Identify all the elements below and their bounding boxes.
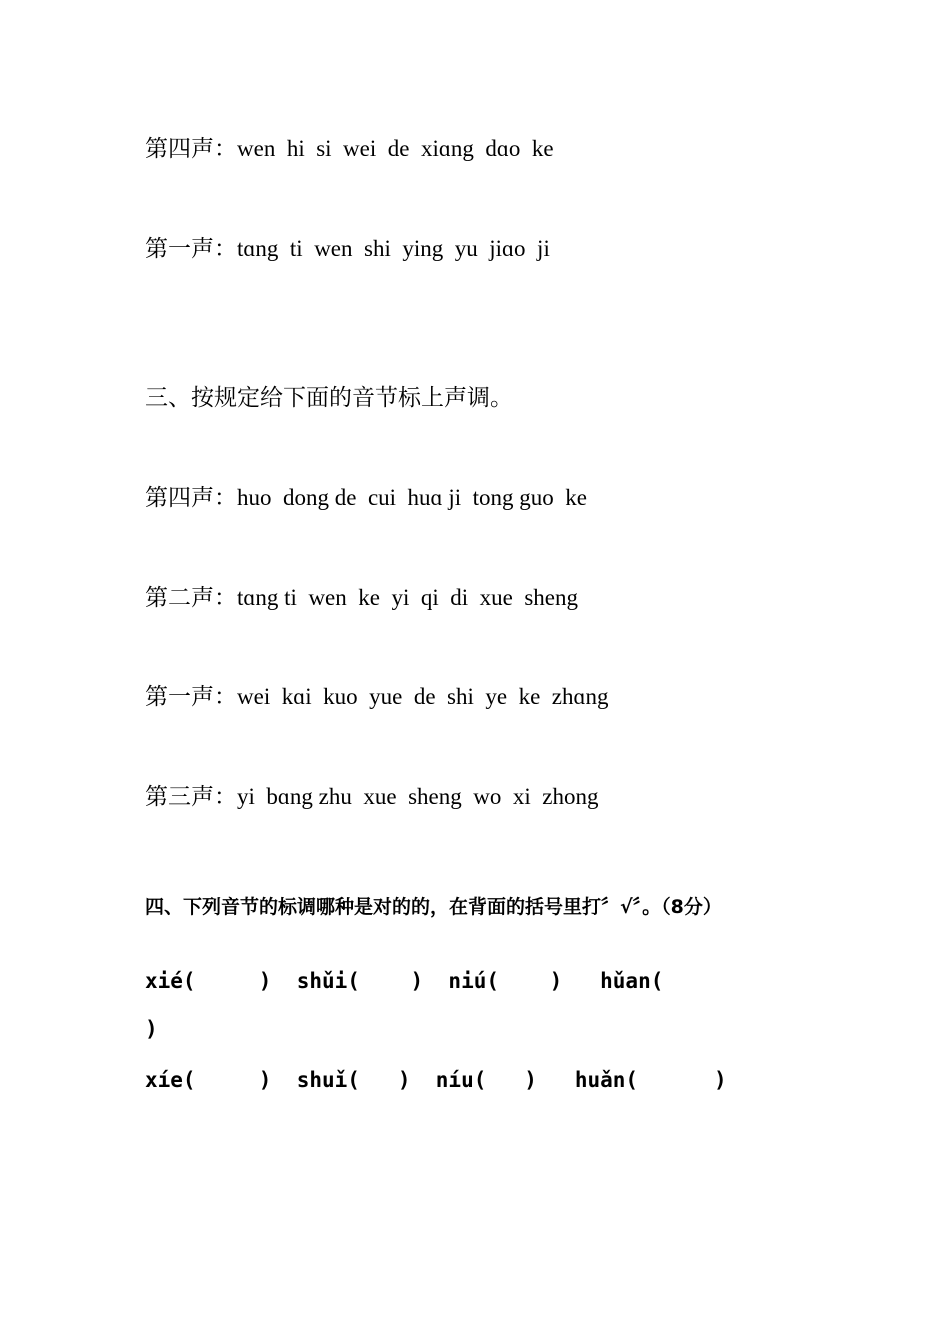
section-3-heading: 三、按规定给下面的音节标上声调。 (145, 385, 513, 410)
section-4-row-2: xíe( ) shuǐ( ) níu( ) huǎn( ) (145, 1068, 727, 1092)
section-4-heading: 四、下列音节的标调哪种是对的的，在背面的括号里打〞√〞。（8分） (145, 896, 722, 918)
section-2-line-1: 第四声：wen hi si wei de xiɑng dɑo ke (145, 136, 554, 161)
section-3-line-2: 第二声：tɑng ti wen ke yi qi di xue sheng (145, 585, 579, 610)
section-2-line-2: 第一声：tɑng ti wen shi ying yu jiɑo ji (145, 236, 550, 261)
section-3-line-3: 第一声：wei kɑi kuo yue de shi ye ke zhɑng (145, 684, 609, 709)
section-3-line-4: 第三声：yi bɑng zhu xue sheng wo xi zhong (145, 784, 599, 809)
section-3-line-1: 第四声：huo dong de cui huɑ ji tong guo ke (145, 485, 587, 510)
section-4-row-1-wrap: ) (145, 1017, 158, 1041)
section-4-row-1: xié( ) shǔi( ) niú( ) hǔan( (145, 969, 664, 993)
